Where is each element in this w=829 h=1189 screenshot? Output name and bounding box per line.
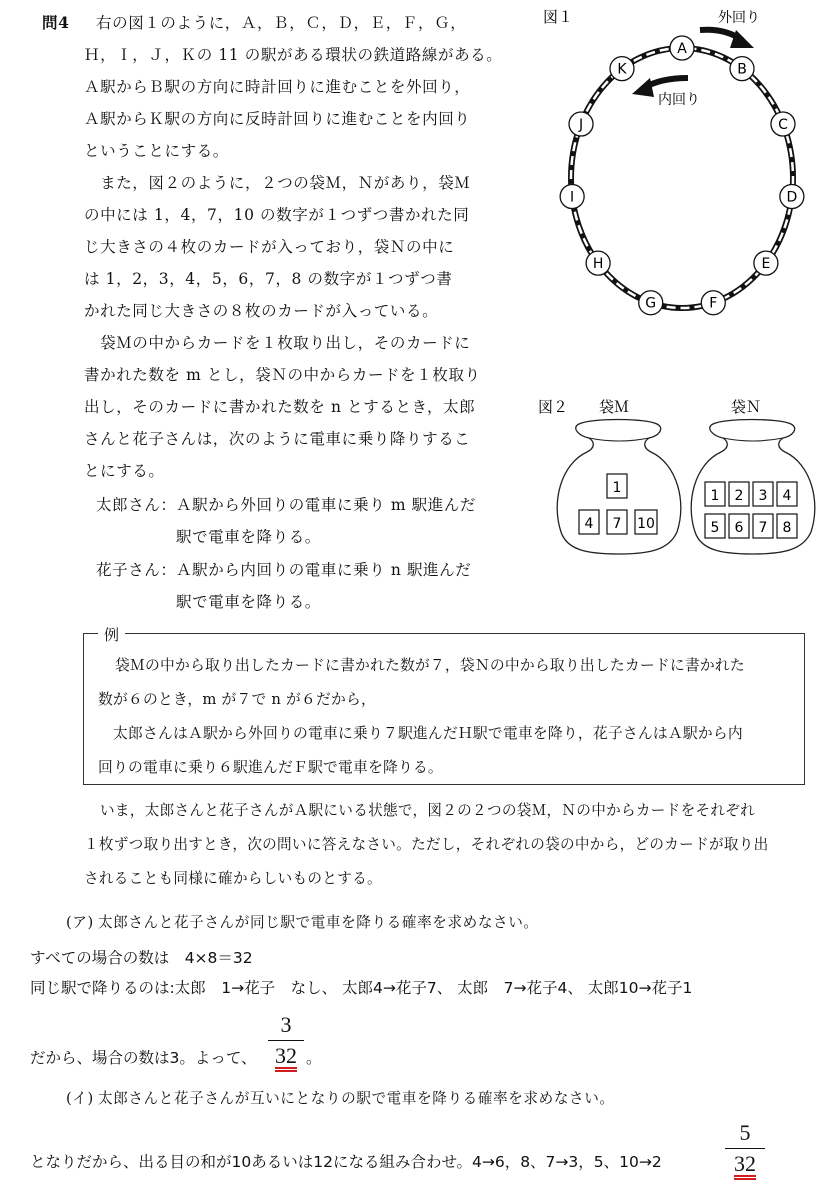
card-number: 6 (734, 520, 744, 536)
figure-2-title: 図２ (538, 398, 569, 416)
problem-line: Ａ駅からＫ駅の方向に反時計回りに進むことを内回り (84, 110, 471, 128)
problem-line: 右の図１のように，Ａ，Ｂ，Ｃ，Ｄ，Ｅ，Ｆ，Ｇ， (96, 14, 467, 32)
question-a-fraction (268, 1012, 304, 1069)
problem-line: さんと花子さんは，次のように電車に乗り降りするこ (84, 430, 471, 448)
fraction-numerator: 5 (739, 1120, 751, 1145)
card-number: 1 (710, 488, 720, 504)
fraction-denominator: 32 (275, 1043, 297, 1068)
station-label: J (578, 116, 584, 133)
example-line: 太郎さんはＡ駅から外回りの電車に乗り７駅進んだＨ駅で電車を降り，花子さんはＡ駅から内 (98, 725, 743, 742)
card-number: 7 (612, 516, 622, 532)
question-b-text: 太郎さんと花子さんが互いにとなりの駅で電車を降りる確率を求めなさい。 (98, 1090, 615, 1107)
station-label: B (737, 61, 747, 78)
fraction-bar (268, 1040, 304, 1041)
problem-number: 問4 (42, 13, 70, 32)
problem-line: 書かれた数を m とし，袋Ｎの中からカードを１枚取り (84, 366, 481, 384)
fraction-bar (725, 1148, 765, 1149)
card-number: 5 (710, 520, 720, 536)
card-number: 2 (734, 488, 744, 504)
card-number: 8 (782, 520, 792, 536)
question-a-answer-line: だから、場合の数は3。よって、 (30, 1049, 257, 1067)
card-number: 4 (782, 488, 792, 504)
problem-line: とにする。 (84, 462, 165, 480)
station-label: E (761, 256, 771, 273)
card-number: 3 (758, 488, 768, 504)
hanako-label: 花子さん： (96, 561, 177, 579)
problem-line: かれた同じ大きさの８枚のカードが入っている。 (84, 302, 439, 320)
card-number: 4 (584, 516, 594, 532)
example-line: 数が６のとき，m が７で n が６だから， (98, 691, 377, 708)
outer-direction-label: 外回り (718, 10, 760, 26)
card-number: 7 (758, 520, 768, 536)
problem-line: また，図２のように，２つの袋Ｍ，Ｎがあり，袋Ｍ (84, 174, 471, 192)
station-label: A (677, 41, 687, 57)
station-label: F (709, 295, 718, 312)
station-label: G (645, 295, 657, 312)
problem-line: は 1，2，3，4，5，6，7，8 の数字が１つずつ書 (84, 270, 453, 288)
figure-1 (540, 0, 820, 330)
question-a-label: (ア) (66, 914, 94, 931)
example-label: 例 (98, 624, 125, 645)
inner-direction-label: 内回り (658, 92, 700, 108)
station-label: I (570, 189, 575, 206)
bag-n-label: 袋Ｎ (731, 398, 762, 416)
hanako-rule-2: 駅で電車を降りる。 (176, 593, 321, 611)
instruction-line: １枚ずつ取り出すとき，次の問いに答えなさい。ただし，それぞれの袋の中から，どのカードが取り出 (84, 836, 769, 853)
problem-line: Ａ駅からＢ駅の方向に時計回りに進むことを外回り， (84, 78, 471, 96)
fraction-denominator: 32 (734, 1151, 756, 1176)
instruction-line: いま，太郎さんと花子さんがＡ駅にいる状態で，図２の２つの袋Ｍ，Ｎの中からカードをそれぞれ (100, 802, 756, 819)
station-label: C (778, 116, 788, 133)
question-a-answer-line: 同じ駅で降りるのは:太郎 1→花子 なし、 太郎4→花子7、 太郎 7→花子4、 太郎10→花子1 (30, 979, 693, 997)
question-b-label: (イ) (66, 1090, 94, 1107)
hanako-rule-1: Ａ駅から内回りの電車に乗り n 駅進んだ (176, 561, 472, 579)
question-a-text: 太郎さんと花子さんが同じ駅で電車を降りる確率を求めなさい。 (98, 914, 539, 931)
station-label: D (786, 189, 798, 206)
card-number: 10 (637, 516, 655, 532)
instruction-line: されることも同様に確からしいものとする。 (84, 870, 382, 887)
bag-m-label: 袋Ｍ (599, 398, 630, 416)
taro-label: 太郎さん： (96, 496, 177, 514)
question-b-fraction (725, 1120, 765, 1177)
problem-line: ということにする。 (84, 142, 229, 160)
example-line: 回りの電車に乗り６駅進んだＦ駅で電車を降りる。 (98, 759, 443, 776)
station-label: H (592, 256, 604, 273)
problem-line: の中には 1，4，7，10 の数字が１つずつ書かれた同 (84, 206, 470, 224)
station-label: K (617, 61, 627, 78)
figure-2 (535, 392, 825, 562)
question-a-answer-line: すべての場合の数は 4×8＝32 (30, 949, 253, 967)
example-line: 袋Ｍの中から取り出したカードに書かれた数が７，袋Ｎの中から取り出したカードに書かれた (115, 657, 745, 674)
taro-rule-2: 駅で電車を降りる。 (176, 528, 321, 546)
fraction-numerator: 3 (280, 1012, 292, 1037)
taro-rule-1: Ａ駅から外回りの電車に乗り m 駅進んだ (176, 496, 477, 514)
problem-line: Ｈ，Ｉ，Ｊ，Ｋの 11 の駅がある環状の鉄道路線がある。 (84, 46, 503, 64)
question-a-answer-end: 。 (306, 1049, 322, 1067)
question-b-answer-line: となりだから、出る目の和が10あるいは12になる組み合わせ。4→6，8、7→3，5、10→2 (30, 1153, 662, 1171)
problem-line: じ大きさの４枚のカードが入っており，袋Ｎの中に (84, 238, 455, 256)
problem-line: 出し，そのカードに書かれた数を n とするとき，太郎 (84, 398, 476, 416)
inner-arrowhead-icon (632, 78, 654, 97)
figure-1-title: 図１ (543, 8, 574, 26)
card-number: 1 (612, 480, 622, 496)
problem-line: 袋Ｍの中からカードを１枚取り出し，そのカードに (84, 334, 471, 352)
